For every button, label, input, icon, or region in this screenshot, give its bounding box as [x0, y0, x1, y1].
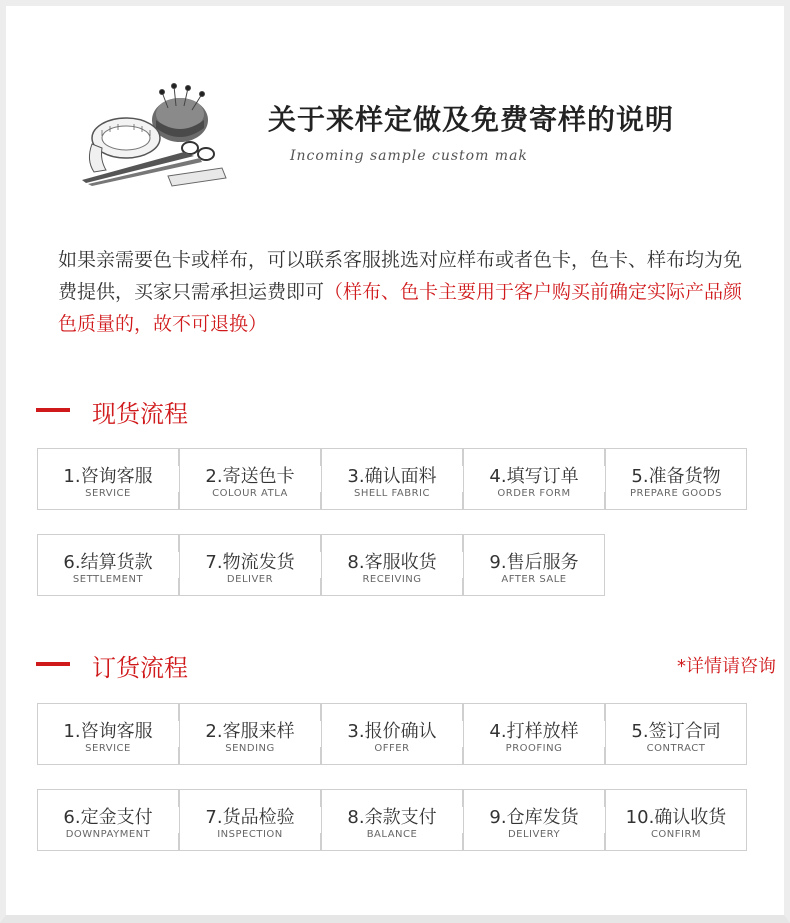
process-step [463, 703, 605, 765]
step-label-en: ORDER FORM [497, 488, 571, 499]
step-label-en: PREPARE GOODS [629, 488, 722, 499]
step-label: 6.定金支付 [63, 807, 153, 828]
process-step [605, 703, 747, 765]
process-step [179, 789, 321, 851]
step-label-en: OFFER [374, 743, 410, 754]
step-label-en: CONFIRM [650, 829, 702, 840]
step-label-en: AFTER SALE [501, 574, 567, 585]
step-label-en: SENDING [225, 743, 275, 754]
step-label-en: PROOFING [505, 743, 563, 754]
step-label: 10.确认收货 [625, 807, 727, 828]
step-label-en: INSPECTION [217, 829, 283, 840]
process-step [321, 789, 463, 851]
process-step [463, 534, 605, 596]
step-label: 4.打样放样 [489, 721, 579, 742]
process-step [37, 448, 179, 510]
process-step [37, 789, 179, 851]
process-step [321, 448, 463, 510]
intro-note: （样布、色卡主要用于客户购买前确定实际产品颜色质量的，故不可退换） [58, 281, 743, 335]
step-label: 6.结算货款 [63, 552, 153, 573]
page-subtitle: Incoming sample custom mak [290, 148, 528, 164]
process-step [37, 534, 179, 596]
section-header-order [36, 648, 776, 682]
step-label-en: SERVICE [85, 488, 131, 499]
intro-text: 如果亲需要色卡或样布，可以联系客服挑选对应样布或者色卡，色卡、样布均为免费提供，买家只需承担运费即可 [58, 249, 743, 303]
step-label-en: RECEIVING [362, 574, 422, 585]
step-label: 9.售后服务 [489, 552, 579, 573]
step-label: 8.客服收货 [347, 552, 437, 573]
step-label: 3.报价确认 [347, 721, 437, 742]
step-label: 1.咨询客服 [63, 466, 153, 487]
process-step [179, 534, 321, 596]
step-label: 2.寄送色卡 [205, 466, 295, 487]
section-bar [36, 408, 70, 412]
process-step [463, 789, 605, 851]
intro-paragraph [58, 244, 748, 340]
step-label-en: BALANCE [366, 829, 418, 840]
process-step [463, 448, 605, 510]
step-label: 5.准备货物 [631, 466, 721, 487]
step-label: 7.货品检验 [205, 807, 295, 828]
content [6, 6, 784, 915]
process-step [179, 703, 321, 765]
step-label: 7.物流发货 [205, 552, 295, 573]
section-header-stock [36, 394, 776, 428]
section-title: 现货流程 [92, 400, 188, 428]
step-label-en: COLOUR ATLA [212, 488, 288, 499]
step-label: 1.咨询客服 [63, 721, 153, 742]
step-label-en: CONTRACT [646, 743, 706, 754]
process-step [605, 448, 747, 510]
section-note: *详情请咨询 [677, 656, 776, 677]
page-title: 关于来样定做及免费寄样的说明 [268, 103, 675, 136]
process-step [321, 703, 463, 765]
process-step [321, 534, 463, 596]
step-label: 3.确认面料 [347, 466, 437, 487]
step-label-en: DOWNPAYMENT [65, 829, 151, 840]
process-step [605, 789, 747, 851]
section-title: 订货流程 [92, 654, 188, 682]
step-label-en: DELIVER [226, 574, 274, 585]
step-label-en: SHELL FABRIC [354, 488, 430, 499]
step-label-en: SETTLEMENT [72, 574, 144, 585]
sewing-tools-icon [72, 80, 236, 190]
step-label: 8.余款支付 [347, 807, 437, 828]
step-label: 9.仓库发货 [489, 807, 579, 828]
section-bar [36, 662, 70, 666]
step-label-en: DELIVERY [507, 829, 561, 840]
process-step [179, 448, 321, 510]
step-label: 5.签订合同 [631, 721, 721, 742]
step-label-en: SERVICE [85, 743, 131, 754]
step-label: 4.填写订单 [489, 466, 579, 487]
step-label: 2.客服来样 [205, 721, 295, 742]
process-step [37, 703, 179, 765]
